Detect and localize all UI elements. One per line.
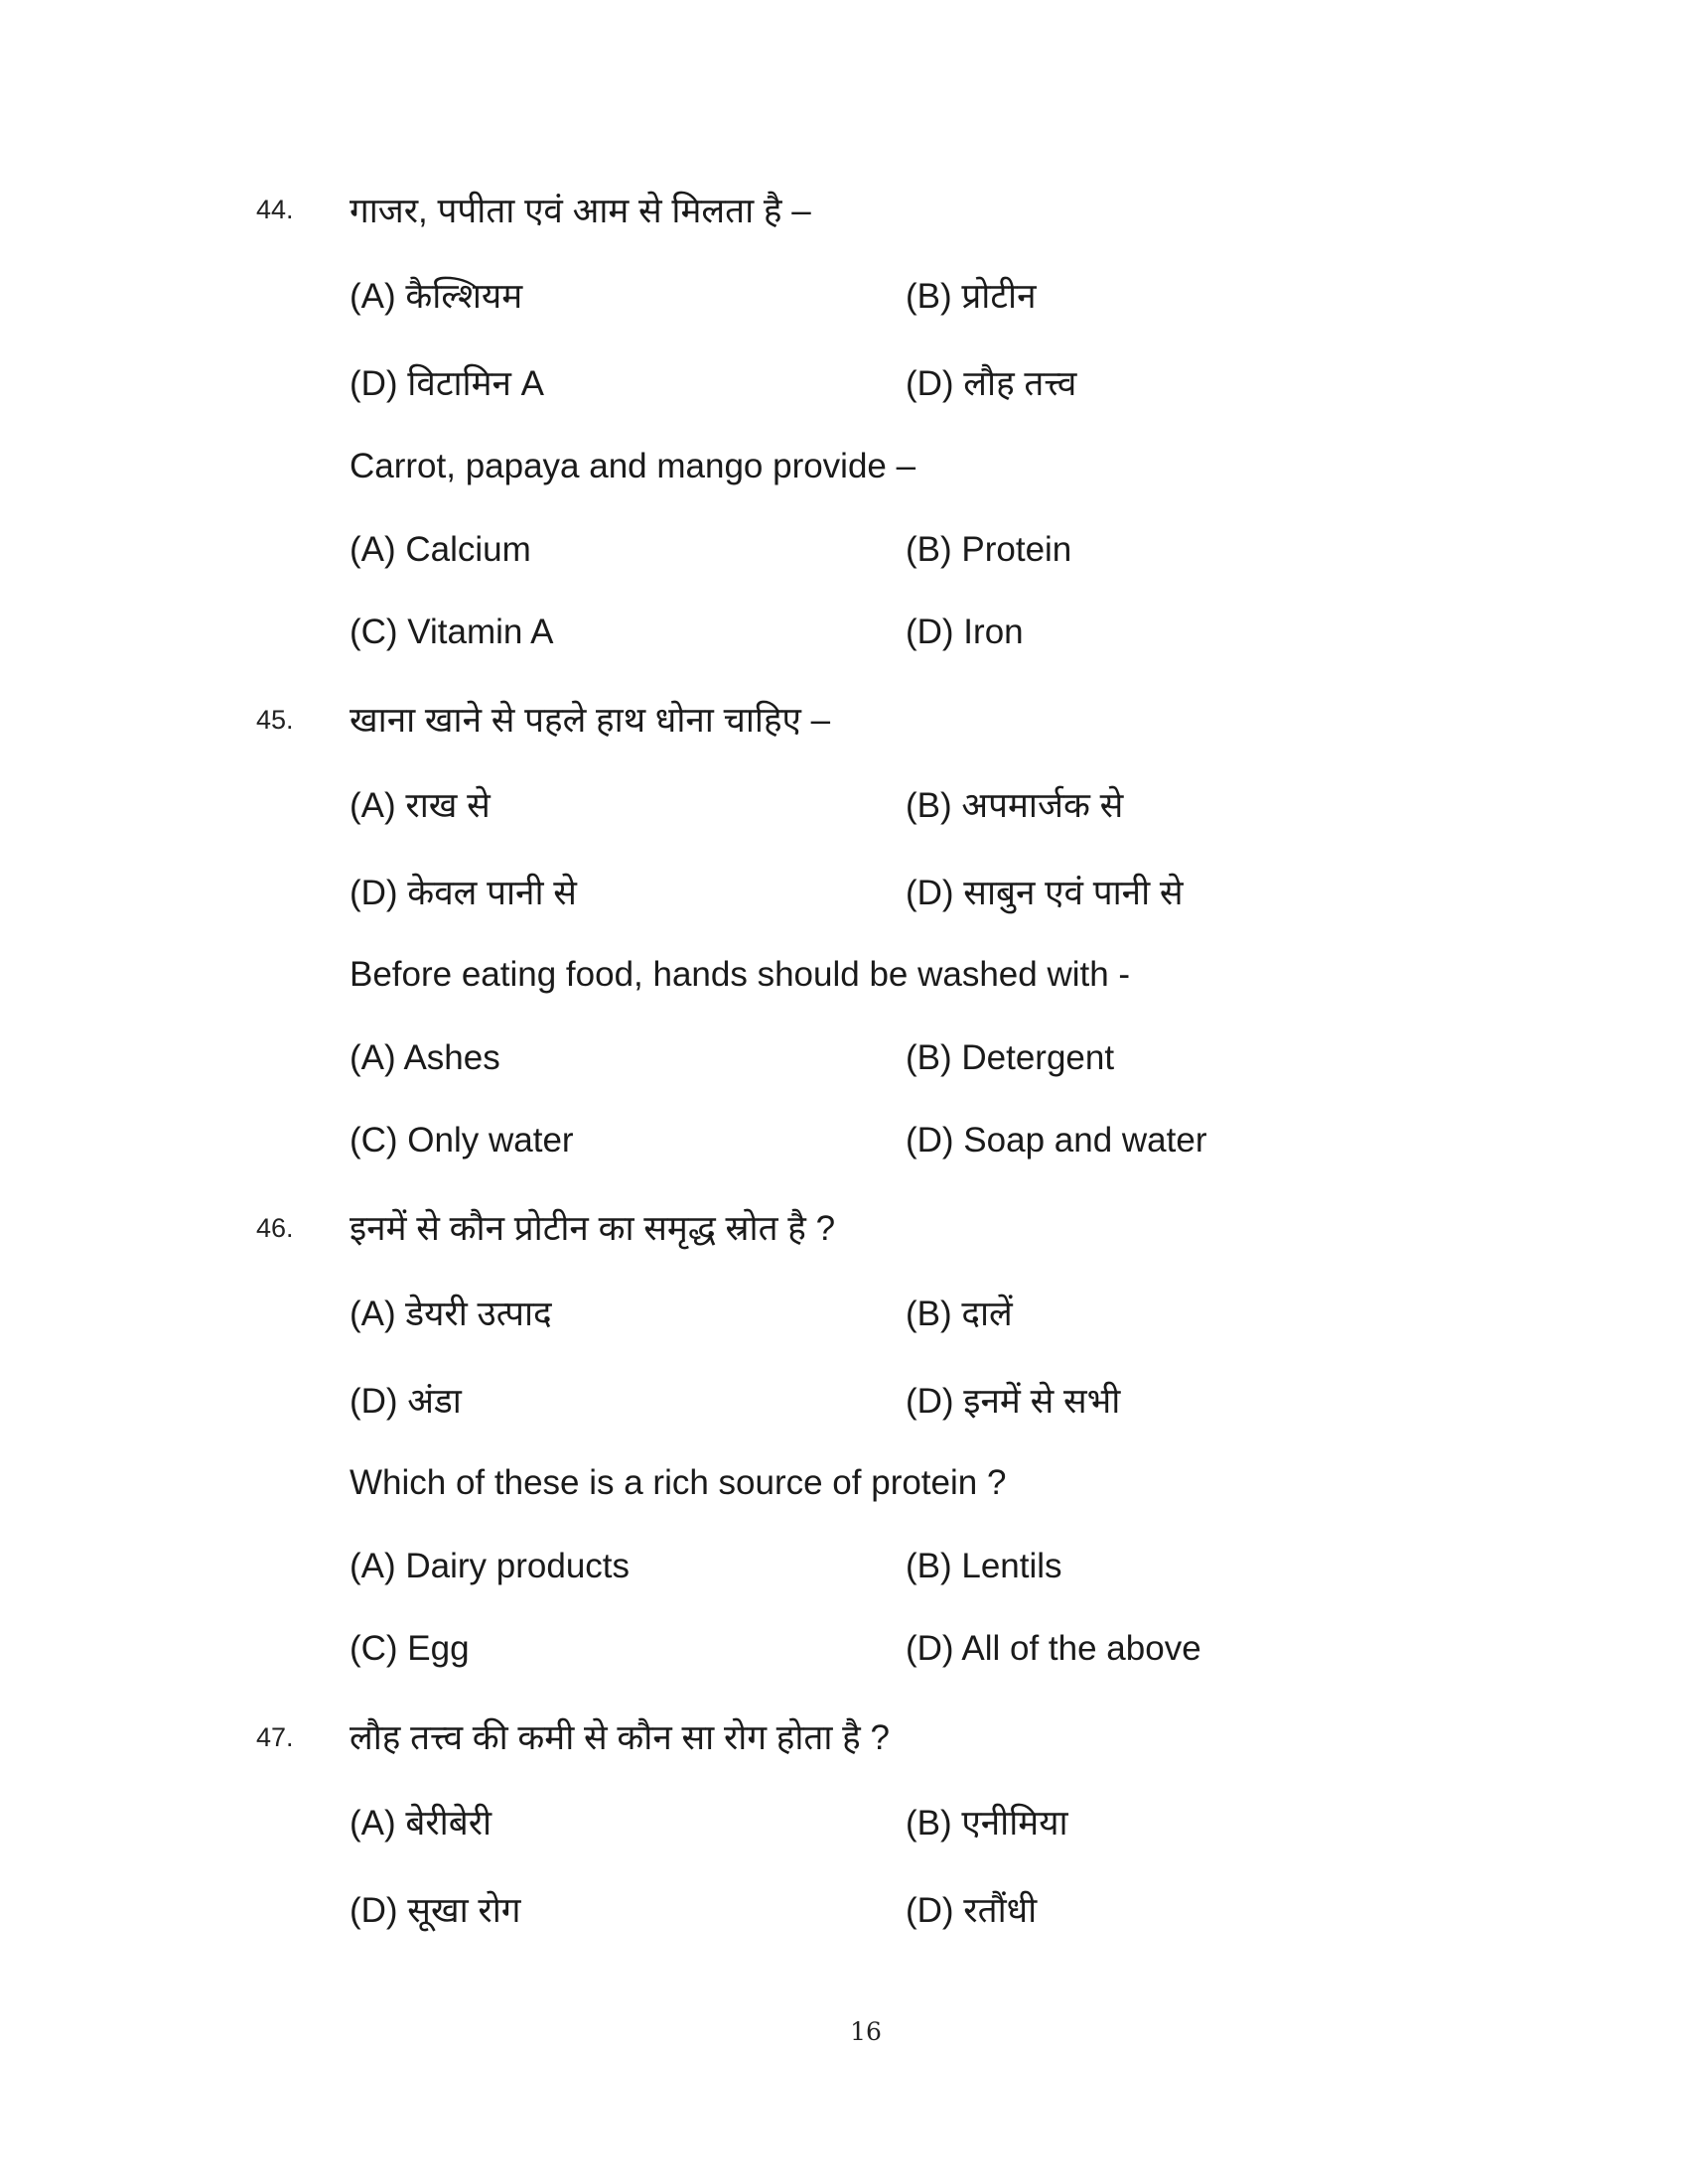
option-c-english: (C) Vitamin A [350, 613, 554, 651]
option-b-english: (B) Lentils [906, 1547, 1062, 1585]
option-d-hindi: (D) रतौंधी [906, 1891, 1038, 1930]
option-a-hindi: (A) कैल्शियम [350, 277, 523, 316]
option-c-hindi: (D) अंडा [350, 1382, 462, 1421]
question-number: 47. [256, 1722, 294, 1752]
question-number: 46. [256, 1213, 294, 1243]
option-d-english: (D) Soap and water [906, 1121, 1207, 1160]
option-c-hindi: (D) केवल पानी से [350, 874, 577, 912]
question-stem-hindi: खाना खाने से पहले हाथ धोना चाहिए – [350, 701, 831, 740]
option-d-hindi: (D) इनमें से सभी [906, 1382, 1121, 1421]
question-number: 44. [256, 195, 294, 224]
option-a-english: (A) Calcium [350, 530, 531, 569]
option-b-english: (B) Protein [906, 530, 1072, 569]
option-d-hindi: (D) साबुन एवं पानी से [906, 874, 1184, 912]
option-c-english: (C) Only water [350, 1121, 574, 1160]
option-b-hindi: (B) दालें [906, 1295, 1013, 1333]
option-a-english: (A) Dairy products [350, 1547, 631, 1585]
option-b-hindi: (B) एनीमिया [906, 1804, 1068, 1843]
option-b-english: (B) Detergent [906, 1038, 1115, 1077]
option-b-hindi: (B) प्रोटीन [906, 277, 1037, 316]
question-stem-hindi: गाजर, पपीता एवं आम से मिलता है – [350, 192, 811, 230]
option-c-hindi: (D) सूखा रोग [350, 1891, 521, 1930]
question-stem-english: Carrot, papaya and mango provide – [350, 447, 916, 485]
option-b-hindi: (B) अपमार्जक से [906, 786, 1124, 825]
option-a-hindi: (A) बेरीबेरी [350, 1804, 492, 1843]
option-c-english: (C) Egg [350, 1629, 470, 1668]
option-a-english: (A) Ashes [350, 1038, 500, 1077]
option-c-hindi: (D) विटामिन A [350, 364, 545, 403]
option-d-english: (D) All of the above [906, 1629, 1201, 1668]
question-stem-english: Before eating food, hands should be washed with - [350, 955, 1131, 994]
question-stem-hindi: इनमें से कौन प्रोटीन का समृद्ध स्रोत है ? [350, 1209, 836, 1248]
question-stem-hindi: लौह तत्त्व की कमी से कौन सा रोग होता है ? [350, 1718, 890, 1757]
option-a-hindi: (A) राख से [350, 786, 491, 825]
option-d-english: (D) Iron [906, 613, 1024, 651]
question-number: 45. [256, 705, 294, 735]
option-d-hindi: (D) लौह तत्त्व [906, 364, 1077, 403]
option-a-hindi: (A) डेयरी उत्पाद [350, 1295, 552, 1333]
question-stem-english: Which of these is a rich source of protein ? [350, 1463, 1007, 1502]
page-number: 16 [850, 2017, 882, 2046]
